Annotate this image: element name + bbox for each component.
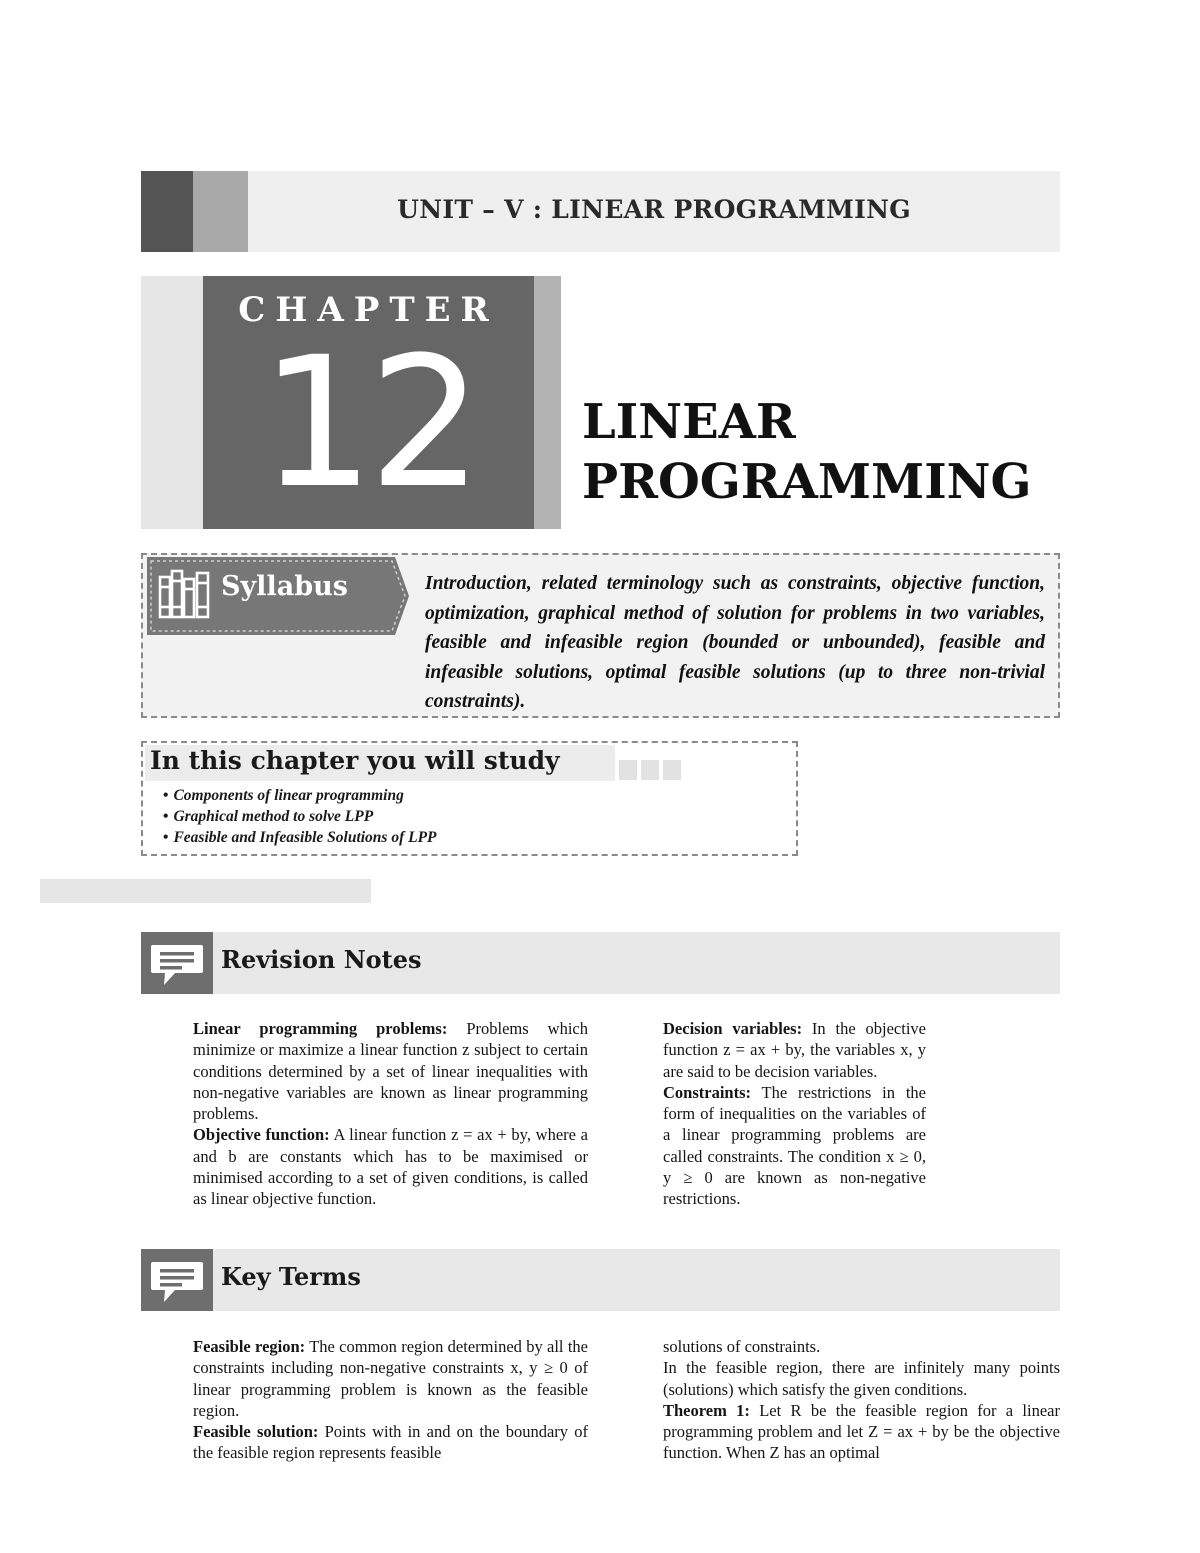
- section-icon-box: [141, 1249, 213, 1311]
- key-terms-header: [141, 1249, 1060, 1311]
- definition-text: The common region determined by all the constraints including non-negative constraints x, y ≥ 0 of linear programming problem is known as the feasible region.: [193, 1337, 588, 1420]
- definition-text: Problems which minimize or maximize a linear function z subject to certain conditions determined by a set of linear inequalities with non-negative variables are known as linear programming problems.: [193, 1019, 588, 1124]
- definition-text: Points with in and on the boundary of the feasible region represents feasible: [193, 1422, 588, 1463]
- books-icon: [157, 567, 213, 621]
- term-label: Feasible region:: [193, 1337, 306, 1356]
- definition-text: The restrictions in the form of inequalities on the variables of a linear programming problems are called constraints. The condition x ≥ 0, y ≥ 0 are known as non-negative restrictions.: [663, 1082, 926, 1209]
- study-item: • Feasible and Infeasible Solutions of LPP: [163, 827, 437, 848]
- chapter-title-line1: LINEAR: [582, 394, 796, 450]
- revision-notes-column-2: [663, 1018, 926, 1210]
- chapter-side-strip: [534, 276, 561, 529]
- study-title: In this chapter you will study: [150, 746, 560, 775]
- chapter-number: 12: [259, 319, 478, 528]
- term-label: Constraints:: [663, 1082, 752, 1102]
- study-list: [163, 785, 437, 848]
- revision-notes-column-1: [193, 1018, 588, 1210]
- chapter-title-line2: PROGRAMMING: [582, 454, 1032, 510]
- chapter-study-box: [141, 741, 798, 856]
- speech-bubble-icon: [149, 942, 205, 988]
- term-label: Linear programming problems:: [193, 1019, 448, 1038]
- decorative-band: [40, 879, 371, 903]
- definition-text: In the objective function z = ax + by, the variables x, y are said to be decision variables.: [663, 1019, 926, 1081]
- study-item: • Components of linear programming: [163, 785, 437, 806]
- chapter-block: [141, 276, 561, 529]
- speech-bubble-icon: [149, 1259, 205, 1305]
- unit-banner: [141, 171, 1060, 252]
- term-label: Feasible solution:: [193, 1422, 319, 1442]
- decorative-square: [663, 760, 681, 780]
- term-label: Objective function:: [193, 1125, 330, 1145]
- revision-notes-header: [141, 932, 1060, 994]
- term-label: Decision variables:: [663, 1019, 803, 1038]
- study-item: • Graphical method to solve LPP: [163, 806, 437, 827]
- chapter-label: CHAPTER: [238, 290, 499, 330]
- unit-title: UNIT – V : LINEAR PROGRAMMING: [397, 195, 911, 224]
- key-terms-column-1: [193, 1336, 588, 1464]
- unit-banner-mid-block: [193, 171, 248, 252]
- definition-text: A linear function z = ax + by, where a and b are constants which has to be maximised or minimised according to a set of given conditions, is called as linear objective function.: [193, 1125, 588, 1209]
- term-label: Theorem 1:: [663, 1400, 750, 1420]
- syllabus-box: [141, 553, 1060, 718]
- section-icon-box: [141, 932, 213, 994]
- definition-text: Let R be the feasible region for a linear programming problem and let Z = ax + by be the objective function. When Z has an optimal: [663, 1400, 1060, 1463]
- decorative-square: [619, 760, 637, 780]
- unit-banner-dark-block: [141, 171, 193, 252]
- definition-text: In the feasible region, there are infinitely many points (solutions) which satisfy the given conditions.: [663, 1358, 1060, 1399]
- decorative-square: [641, 760, 659, 780]
- key-terms-title: Key Terms: [221, 1262, 361, 1291]
- definition-text: solutions of constraints.: [663, 1337, 821, 1356]
- syllabus-text: Introduction, related terminology such as constraints, objective function, optimization, graphical method of solution for problems in two variables, feasible and infeasible region (bounded or unbounded), feasible and infeasible solutions, optimal feasible solutions (up to three non-trivial constraints).: [425, 573, 1045, 712]
- revision-notes-title: Revision Notes: [221, 945, 422, 974]
- chapter-number-box: [203, 276, 534, 529]
- chapter-title: [582, 392, 1052, 512]
- key-terms-column-2: [663, 1336, 1060, 1464]
- syllabus-label: Syllabus: [221, 571, 348, 602]
